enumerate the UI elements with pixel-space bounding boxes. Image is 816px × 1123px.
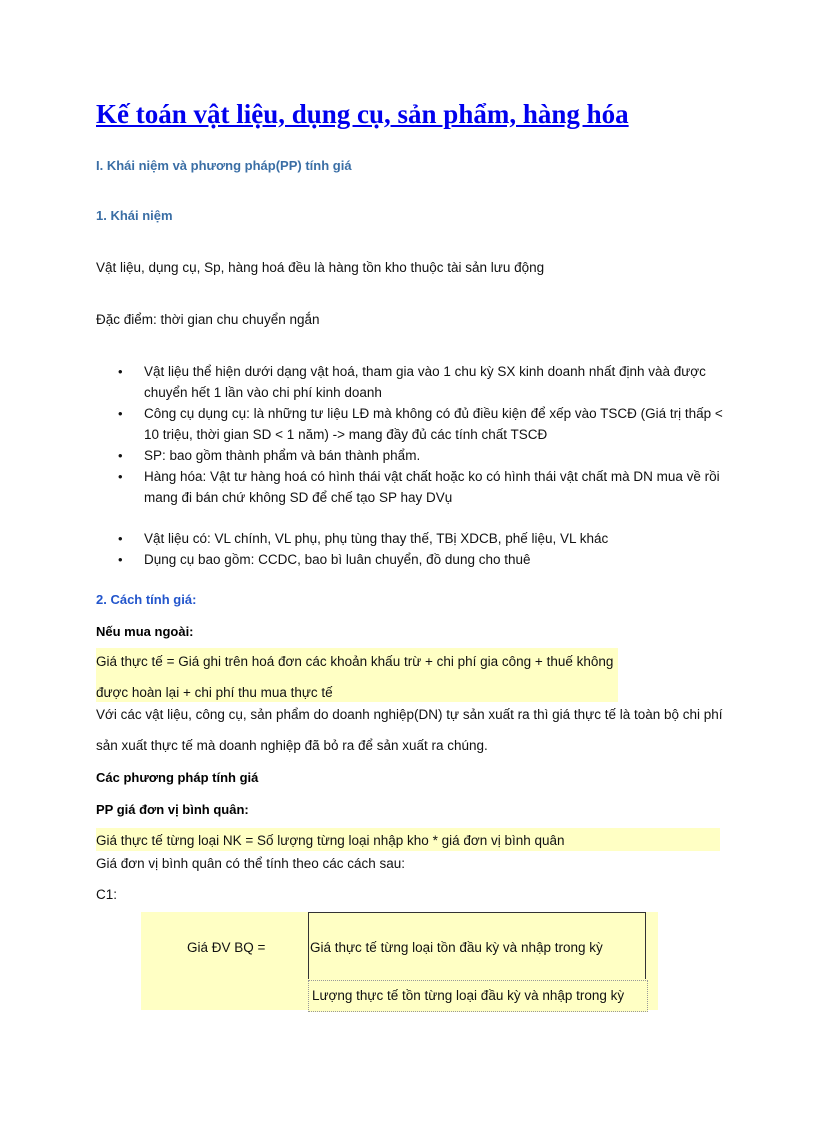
list-item [96,528,736,549]
fraction-denominator: Lượng thực tế tồn từng loại đầu kỳ và nhập trong kỳ [312,988,625,1003]
paragraph-average-note: Giá đơn vị bình quân có thể tính theo các cách sau: [96,856,406,871]
bullet-icon: • [118,448,123,463]
bullet-icon: • [118,406,123,421]
document-title[interactable]: Kế toán vật liệu, dụng cụ, sản phẩm, hàng hóa [96,99,629,129]
subheading-concept: 1. Khái niệm [96,208,173,223]
fraction-numerator: Giá thực tế từng loại tồn đầu kỳ và nhập trong kỳ [310,940,603,955]
section-heading-pricing: 2. Cách tính giá: [96,592,197,607]
heading-external-purchase: Nếu mua ngoài: [96,624,194,639]
fraction-label: Giá ĐV BQ = [187,940,266,955]
purchase-formula-line-1: Giá thực tế = Giá ghi trên hoá đơn các khoản khấu trừ + chi phí gia công + thuế không [96,654,614,669]
list-item-line: mang đi bán chứ không SD để chế tạo SP hay DVụ [144,490,453,505]
list-item-line: SP: bao gồm thành phẩm và bán thành phẩm. [144,448,421,463]
heading-pricing-methods: Các phương pháp tính giá [96,770,259,785]
paragraph-self-produced-2: sản xuất thực tế mà doanh nghiệp đã bỏ ra để sản xuất ra chúng. [96,738,488,753]
bullet-list-types [96,528,736,570]
average-price-formula: Giá thực tế từng loại NK = Số lượng từng loại nhập kho * giá đơn vị bình quân [96,833,565,848]
label-c1: C1: [96,887,118,902]
list-item-line: 10 triệu, thời gian SD < 1 năm) -> mang đầy đủ các tính chất TSCĐ [144,427,548,442]
list-item-line: Hàng hóa: Vật tư hàng hoá có hình thái vật chất hoặc ko có hình thái vật chất mà DN mua về rồi [144,469,720,484]
section-heading-concepts: I. Khái niệm và phương pháp(PP) tính giá [96,158,352,173]
purchase-formula-line-2: được hoàn lại + chi phí thu mua thực tế [96,685,333,700]
list-item-line: Công cụ dụng cụ: là những tư liệu LĐ mà không có đủ điều kiện để xếp vào TSCĐ (Giá trị thấp < [144,406,723,421]
list-item-line: Dụng cụ bao gồm: CCDC, bao bì luân chuyển, đồ dung cho thuê [144,552,531,567]
list-item [96,361,736,403]
bullet-icon: • [118,552,123,567]
list-item-line: chuyển hết 1 lần vào chi phí kinh doanh [144,385,382,400]
list-item-line: Vật liệu thể hiện dưới dạng vật hoá, tham gia vào 1 chu kỳ SX kinh doanh nhất định vàà được [144,364,706,379]
paragraph-self-produced-1: Với các vật liệu, công cụ, sản phẩm do doanh nghiệp(DN) tự sản xuất ra thì giá thực tế là toàn bộ chi phí [96,707,723,722]
list-item [96,466,736,508]
heading-average-price: PP giá đơn vị bình quân: [96,802,249,817]
list-item [96,549,736,570]
bullet-icon: • [118,364,123,379]
list-item [96,403,736,445]
bullet-list-definitions [96,361,736,508]
paragraph-characteristics: Đặc điểm: thời gian chu chuyển ngắn [96,312,320,327]
bullet-icon: • [118,469,123,484]
paragraph-inventory: Vật liệu, dụng cụ, Sp, hàng hoá đều là hàng tồn kho thuộc tài sản lưu động [96,260,545,275]
bullet-icon: • [118,531,123,546]
list-item-line: Vật liệu có: VL chính, VL phụ, phụ tùng thay thế, TBị XDCB, phế liệu, VL khác [144,531,609,546]
list-item [96,445,736,466]
